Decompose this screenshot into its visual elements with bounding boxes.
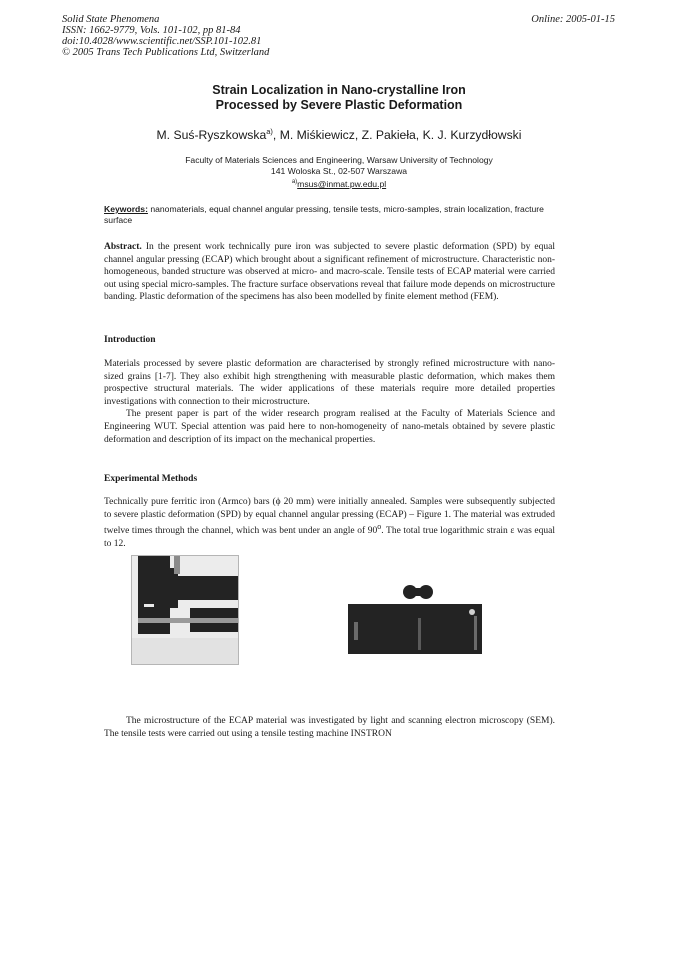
methods-paragraph-1 <box>104 496 555 551</box>
ecap-die-figure <box>131 555 239 665</box>
email-link[interactable]: msus@inmat.pw.edu.pl <box>297 178 387 189</box>
exit-channel <box>138 618 238 623</box>
affiliation-email-line <box>0 177 678 190</box>
affiliation-line-1: Faculty of Materials Sciences and Engineering, Warsaw University of Technology <box>185 155 493 165</box>
journal-name: Solid State Phenomena <box>62 14 160 25</box>
methods-text-b: . The total true logarithmic strain ε was equal to 12. <box>104 526 555 549</box>
punch <box>174 556 180 574</box>
sample-neck <box>410 588 426 596</box>
abstract-label: Abstract. <box>104 242 142 252</box>
micro-sample-drawing <box>348 578 482 654</box>
affiliation-line-2: 141 Woloska St., 02-507 Warszawa <box>270 166 408 176</box>
abstract <box>104 241 555 304</box>
email-sup: a) <box>291 179 298 185</box>
title-line-2: Processed by Severe Plastic Deformation <box>215 98 463 112</box>
micro-sample-photo <box>348 578 482 654</box>
abstract-text: In the present work technically pure iron was subjected to severe plastic deformation (SPD) by equal channel angular pressing (ECAP) which brought about a significant refinement of microstructure. Characteristic non-homogeneous, banded structure was observed at micro- and macro-scale. Tensile tests of ECAP material were carried out using special micro-samples. The fracture surface observations reveal that failure mode depends on microstructure banding. Plastic deformation of the specimens has also been modelled by finite element method (FEM). <box>104 242 555 303</box>
keywords <box>104 204 556 226</box>
specimen-bar <box>348 604 482 654</box>
figure-lower-area <box>132 638 238 664</box>
introduction-heading: Introduction <box>104 335 156 345</box>
keywords-label: Keywords: <box>104 204 148 214</box>
die-label <box>144 604 154 607</box>
die-upper-block <box>178 576 238 600</box>
specimen-mark-right <box>474 616 477 650</box>
author-first: M. Suś-Ryszkowska <box>156 128 267 143</box>
introduction-paragraph-2: The present paper is part of the wider research program realised at the Faculty of Materials Science and Engineering WUT. Special attention was paid here to non-homogeneity of nano-metals obtained by severe plastic deformation and description of its impact on the mechanical properties. <box>104 409 555 445</box>
running-header <box>62 14 269 58</box>
paper-title <box>0 83 678 113</box>
author-rest: , M. Miśkiewicz, Z. Pakieła, K. J. Kurzydłowski <box>272 128 522 143</box>
copyright-line: © 2005 Trans Tech Publications Ltd, Switzerland <box>62 47 270 58</box>
affiliation <box>0 155 678 190</box>
doi-line: doi:10.4028/www.scientific.net/SSP.101-102.81 <box>62 36 262 47</box>
author-sup: a) <box>266 127 273 136</box>
ecap-die-drawing <box>132 556 238 664</box>
issn-line: ISSN: 1662-9779, Vols. 101-102, pp 81-84 <box>62 25 241 36</box>
online-date: Online: 2005-01-15 <box>531 14 615 25</box>
methods-heading: Experimental Methods <box>104 474 198 484</box>
specimen-spot <box>469 609 475 615</box>
introduction-body <box>104 358 555 446</box>
title-line-1: Strain Localization in Nano-crystalline Iron <box>212 83 466 97</box>
methods-paragraph-2: The microstructure of the ECAP material was investigated by light and scanning electron microscopy (SEM). The tensile tests were carried out using a tensile testing machine INSTRON <box>104 716 555 739</box>
methods-text-a: Technically pure ferritic iron (Armco) bars (ϕ 20 mm) were initially annealed. Samples were subsequently subjected to severe plastic deformation (SPD) by equal channel angular pressing (ECAP) – Figure 1. The material was extruded twelve times through the channel, which was bent under an angle of 90 <box>104 497 555 537</box>
keywords-text: nanomaterials, equal channel angular pressing, tensile tests, micro-samples, strain localization, fracture surface <box>104 204 544 225</box>
introduction-paragraph-1: Materials processed by severe plastic deformation are characterised by strongly refined microstructure with nano-sized grains [1-7]. They also exhibit high strengthening with measurable plastic deformation, which makes them prospective structural materials. The wider applications of these materials require more detailed properties investigations with connection to their microstructure. <box>104 359 555 407</box>
author-list <box>0 127 678 142</box>
specimen-mark-left <box>354 622 358 640</box>
degree-sup: o <box>377 522 382 532</box>
specimen-groove <box>418 618 421 650</box>
